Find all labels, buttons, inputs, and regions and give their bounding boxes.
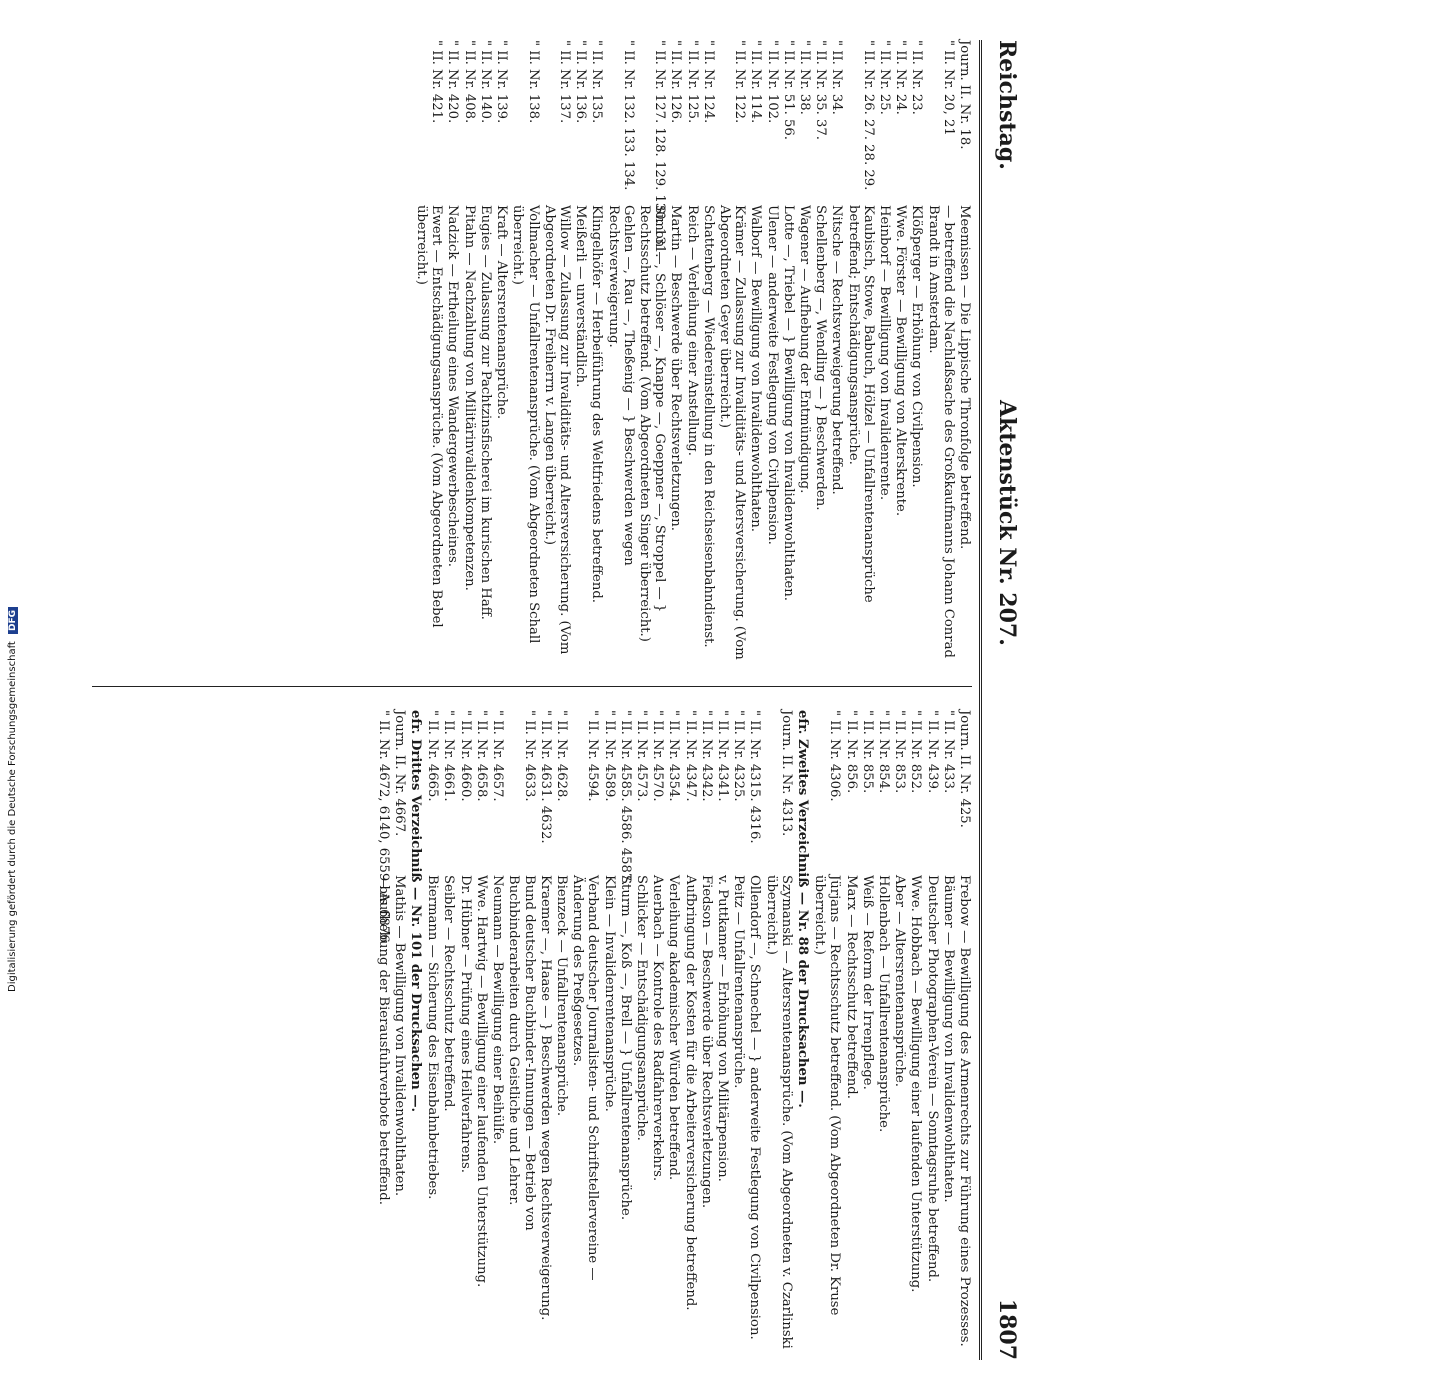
- petition-text: Ollendorf —, Schnechel — } anderweite Festlegung von Civilpension.: [747, 875, 763, 1340]
- petition-text: Simon —, Schlöser —, Knappe —, Goeppner —, Stroppel — } Rechtsschutz betreffend. (Vom Abgeordneten Singer überreicht.): [636, 205, 668, 642]
- journal-reference: " II. Nr. 137.: [556, 40, 572, 124]
- dfg-logo: DFG: [8, 607, 18, 634]
- petition-entry: [573, 40, 588, 680]
- journal-reference: " II. Nr. 854.: [875, 710, 891, 794]
- petition-text: Mathis — Bewilligung von Invalidenwohlthaten.: [391, 875, 407, 1197]
- petition-entry: [877, 40, 892, 680]
- petition-entry: [957, 40, 972, 680]
- petition-text: Nadzick — Ertheilung eines Wandergewerbescheines.: [445, 205, 461, 567]
- petition-text: Ewert — Entschädigungsansprüche. (Vom Abgeordneten Bebel überreicht.): [414, 205, 445, 628]
- petition-entry: [684, 40, 699, 680]
- petition-text: Wwe. Förster — Bewilligung von Alterskrente.: [893, 205, 909, 517]
- petition-text: Schlicker — Entschädigungsansprüche.: [633, 875, 649, 1141]
- journal-reference: Journ. II. Nr. 4313.: [778, 710, 794, 837]
- journal-reference: " II. Nr. 139.: [494, 40, 510, 124]
- petition-text: Lotte —, Triebel — } Bewilligung von Invalidenwohlthaten.: [780, 205, 796, 601]
- petition-entry: [909, 40, 924, 680]
- journal-reference: " II. Nr. 856.: [843, 710, 859, 794]
- petition-text: Eugies — Zulassung zur Pachtzinsfischerei im kurischen Haff.: [477, 205, 493, 620]
- petition-text: Frebow — Bewilligung des Armenrechts zur Führung eines Prozesses.: [957, 875, 972, 1347]
- petition-text: Aber — Altersrentenansprüche.: [892, 875, 908, 1087]
- petition-text: Sturm —, Koß —, Brell — } Unfallrentenansprüche.: [617, 875, 633, 1221]
- petition-entry: [715, 710, 730, 1350]
- journal-reference: " II. Nr. 127. 128. 129. 130. 131.: [652, 40, 668, 258]
- petition-text: Schattenberg — Wiedereinstellung in den Reichseisenbahndienst.: [700, 205, 716, 648]
- journal-reference: " II. Nr. 122.: [732, 40, 748, 124]
- petition-text: Meemissen — Die Lippische Thronfolge betreffend.: [957, 205, 972, 550]
- petition-entry: [731, 710, 746, 1350]
- petition-entry: [554, 710, 569, 1350]
- petition-text: — betreffend die Nachlaßsache des Großkaufmanns Johann Conrad Brandt in Amsterdam.: [925, 205, 956, 658]
- petition-text: Marx — Rechtsschutz betreffend.: [843, 875, 859, 1099]
- journal-reference: " II. Nr. 4589.: [601, 710, 617, 802]
- petition-entry: [474, 710, 489, 1350]
- petition-text: Szymanski — Altersrentenansprüche. (Vom Abgeordneten v. Czarlinski überreicht.): [763, 875, 794, 1349]
- petition-entry: [605, 40, 635, 680]
- petition-text: Dr. Hübner — Prüfung eines Heilverfahrens.: [457, 875, 473, 1173]
- journal-reference: " II. Nr. 4633.: [521, 710, 537, 802]
- petition-entry: [392, 710, 407, 1350]
- journal-reference: " II. Nr. 138.: [525, 40, 541, 124]
- petition-entry: [490, 710, 505, 1350]
- petition-text: Bäumer — Bewilligung von Invalidenwohlthaten.: [940, 875, 956, 1203]
- journal-reference: " II. Nr. 140.: [477, 40, 493, 124]
- petition-entry: [924, 710, 939, 1350]
- journal-reference: " II. Nr. 136.: [573, 40, 589, 124]
- journal-reference: " II. Nr. 25.: [876, 40, 892, 115]
- journal-reference: " II. Nr. 4594.: [585, 710, 601, 802]
- journal-reference: " II. Nr. 433.: [940, 710, 956, 794]
- petition-entry: [843, 710, 858, 1350]
- petition-entry: [634, 710, 649, 1350]
- petition-text: Meißerli — unverständlich.: [573, 205, 589, 388]
- petition-entry: [601, 710, 616, 1350]
- journal-reference: " II. Nr. 4628.: [553, 710, 569, 802]
- petition-entry: [441, 710, 456, 1350]
- petition-entry: [666, 710, 681, 1350]
- petition-entry: [812, 710, 842, 1350]
- petition-entry: [941, 710, 956, 1350]
- petition-text: Gehlen —, Rau —, Theßenig — } Beschwerden wegen Rechtsverweigerung.: [605, 205, 636, 566]
- left-column: [413, 40, 972, 680]
- page-number: 1807: [994, 1298, 1020, 1360]
- petition-text: Pitahn — Nachzahlung von Militärinvalidenkompetenzen.: [461, 205, 477, 591]
- petition-entry: [892, 710, 907, 1350]
- journal-reference: " II. Nr. 126.: [668, 40, 684, 124]
- journal-reference: " II. Nr. 26. 27. 28. 29.: [860, 40, 876, 191]
- petition-entry: [797, 40, 812, 680]
- petition-entry: [510, 40, 540, 680]
- journal-reference: " II. Nr. 102.: [764, 40, 780, 124]
- petition-entry: [876, 710, 891, 1350]
- journal-reference: " II. Nr. 35. 37.: [813, 40, 829, 140]
- credit-text: Digitalisierung gefördert durch die Deutsche Forschungsgemeinschaft: [7, 641, 18, 992]
- journal-reference: " II. Nr. 24.: [893, 40, 909, 115]
- journal-reference: " II. Nr. 439.: [924, 710, 940, 794]
- journal-reference: Journ. II. Nr. 425.: [957, 710, 972, 828]
- petition-text: Kaubisch, Stowe, Babuch, Hölzel — Unfallrentenansprüche betreffend; Entschädigungsansprüche.: [845, 205, 876, 603]
- petition-text: v. Puttkamer — Erhöhung von Militärpension.: [714, 875, 730, 1182]
- petition-text: Walborf — Bewilligung von Invalidenwohlthaten.: [748, 205, 764, 532]
- petition-text: Nitsche — Rechtsverweigerung betreffend.: [829, 205, 845, 495]
- petition-entry: [494, 40, 509, 680]
- journal-reference: " II. Nr. 4573.: [633, 710, 649, 802]
- petition-entry: [860, 710, 875, 1350]
- petition-text: Verleihung akademischer Würden betreffend.: [666, 875, 682, 1181]
- petition-entry: [682, 710, 697, 1350]
- petition-entry: [462, 40, 477, 680]
- column-divider: [92, 686, 972, 687]
- petition-entry: [701, 40, 716, 680]
- petition-text: Klingelhöfer — Herbeiführung des Weltfriedens betreffend.: [589, 205, 605, 603]
- journal-reference: " II. Nr. 132. 133. 134.: [620, 40, 636, 191]
- petition-entry: [764, 40, 779, 680]
- petition-entry: [506, 710, 536, 1350]
- section-heading: efr. Drittes Verzeichniß — Nr. 101 der Drucksachen —.: [408, 710, 424, 1113]
- journal-reference: " II. Nr. 4306.: [827, 710, 843, 802]
- journal-reference: " II. Nr. 23.: [909, 40, 925, 115]
- petition-text: Kraft — Altersrentenansprüche.: [494, 205, 510, 420]
- petition-entry: [458, 710, 473, 1350]
- petition-text: Bund deutscher Buchbinder-Innungen — Betrieb von Buchbinderarbeiten durch Geistliche und Lehrer.: [506, 875, 537, 1231]
- petition-text: Klein — Invalidenrentenansprüche.: [601, 875, 617, 1112]
- petition-text: Ulener — anderweite Festlegung von Civilpension.: [764, 205, 780, 545]
- petition-entry: [375, 710, 390, 1350]
- digitization-credit: [0, 0, 22, 1000]
- journal-reference: " II. Nr. 4315. 4316.: [747, 710, 763, 844]
- header-title: Reichstag.: [994, 40, 1020, 170]
- journal-reference: " II. Nr. 4658.: [473, 710, 489, 802]
- journal-reference: " II. Nr. 4585. 4586. 4587.: [617, 710, 633, 886]
- petition-text: Deutscher Photographen-Verein — Sonntagsruhe betreffend.: [924, 875, 940, 1283]
- journal-reference: " II. Nr. 4665.: [425, 710, 441, 802]
- journal-reference: Journ. II. Nr. 18.: [957, 40, 972, 150]
- petition-text: Schellenberg —, Wendling — } Beschwerden.: [813, 205, 829, 511]
- journal-reference: " II. Nr. 4660.: [457, 710, 473, 802]
- journal-reference: " II. Nr. 38.: [796, 40, 812, 115]
- petition-text: Hollenbach — Unfallrentenansprüche.: [875, 875, 891, 1133]
- journal-reference: " II. Nr. 408.: [461, 40, 477, 124]
- petition-text: Reich — Verleihung einer Anstellung.: [684, 205, 700, 456]
- petition-entry: [414, 40, 444, 680]
- petition-text: Fiedson — Beschwerde über Rechtsverletzungen.: [698, 875, 714, 1209]
- petition-text: Heinborf — Bewilligung von Invalidenrente.: [876, 205, 892, 501]
- journal-reference: " II. Nr. 4570.: [650, 710, 666, 802]
- journal-reference: " II. Nr. 125.: [684, 40, 700, 124]
- petition-text: Neumann — Bewilligung einer Beihülfe.: [490, 875, 506, 1145]
- petition-text: Wwe. Hartwig — Bewilligung einer laufenden Unterstützung.: [473, 875, 489, 1288]
- rotated-page: [40, 0, 1040, 1394]
- petition-text: Klößperger — Erhöhung von Civilpension.: [909, 205, 925, 488]
- petition-entry: [813, 40, 828, 680]
- journal-reference: " II. Nr. 124.: [700, 40, 716, 124]
- journal-reference: " II. Nr. 855.: [859, 710, 875, 794]
- petition-text: Biermann — Sicherung des Eisenbahnbetriebes.: [425, 875, 441, 1200]
- petition-entry: [829, 40, 844, 680]
- petition-entry: [478, 40, 493, 680]
- petition-text: Bienzeck — Unfallrentenansprüche.: [553, 875, 569, 1117]
- petition-entry: [637, 40, 667, 680]
- petition-text: Martin — Beschwerde über Rechtsverletzungen.: [668, 205, 684, 531]
- petition-text: Verband deutscher Journalisten- und Schriftstellervereine — Änderung des Preßgesetzes.: [570, 875, 601, 1281]
- petition-entry: [957, 710, 972, 1350]
- petition-entry: [699, 710, 714, 1350]
- journal-reference: " II. Nr. 420.: [445, 40, 461, 124]
- page-header: [990, 40, 1020, 1360]
- journal-reference: " II. Nr. 853.: [892, 710, 908, 794]
- petition-entry: [747, 710, 762, 1350]
- header-document: Aktenstück Nr. 207.: [994, 400, 1020, 646]
- petition-text: Vollmacher — Unfallrentenansprüche. (Vom Abgeordneten Schall überreicht.): [510, 205, 541, 644]
- petition-text: Krämer — Zulassung zur Invaliditäts- und Altersversicherung. (Vom Abgeordneten Geyer überreicht.): [716, 205, 748, 660]
- journal-reference: " II. Nr. 4657.: [490, 710, 506, 802]
- petition-entry: [668, 40, 683, 680]
- petition-entry: [618, 710, 633, 1350]
- petition-entry: [425, 710, 440, 1350]
- journal-reference: " II. Nr. 20, 21: [940, 40, 956, 136]
- petition-entry: [845, 40, 875, 680]
- journal-reference: " II. Nr. 4342.: [698, 710, 714, 802]
- petition-text: Wwe. Hobbach — Bewilligung einer laufenden Unterstützung.: [908, 875, 924, 1293]
- journal-reference: " II. Nr. 135.: [589, 40, 605, 124]
- journal-reference: " II. Nr. 34.: [829, 40, 845, 115]
- petition-entry: [781, 40, 796, 680]
- journal-reference: " II. Nr. 852.: [908, 710, 924, 794]
- petition-text: Wagener — Aufhebung der Entmündigung.: [796, 205, 812, 494]
- petition-entry: [763, 710, 793, 1350]
- journal-reference: " II. Nr. 51. 56.: [780, 40, 796, 140]
- journal-reference: " II. Nr. 4347.: [682, 710, 698, 802]
- petition-entry: [650, 710, 665, 1350]
- petition-entry: [893, 40, 908, 680]
- journal-reference: " II. Nr. 4354.: [666, 710, 682, 802]
- journal-reference: " II. Nr. 4661.: [441, 710, 457, 802]
- journal-reference: " II. Nr. 4341.: [714, 710, 730, 802]
- petition-entry: [717, 40, 747, 680]
- petition-text: Kraemer —, Haase — } Beschwerden wegen Rechtsverweigerung.: [537, 875, 553, 1321]
- journal-reference: " II. Nr. 421.: [429, 40, 445, 124]
- petition-entry: [538, 710, 553, 1350]
- journal-reference: " II. Nr. 4672, 6140, 6559 bis 6876: [375, 710, 391, 943]
- journal-reference: " II. Nr. 4325.: [731, 710, 747, 802]
- journal-reference: " II. Nr. 114.: [748, 40, 764, 124]
- petition-entry: [908, 710, 923, 1350]
- petition-entry: [748, 40, 763, 680]
- petition-text: Jürjans — Rechtsschutz betreffend. (Vom Abgeordneten Dr. Kruse überreicht.): [812, 875, 843, 1316]
- petition-text: Willow — Zulassung zur Invaliditäts- und Altersversicherung. (Vom Abgeordneten Dr. Freiherrn v. Langen überreicht.): [541, 205, 572, 655]
- right-column: [374, 710, 972, 1350]
- petition-text: — Aufhebung der Bierausfuhrverbote betreffend.: [375, 875, 391, 1205]
- journal-reference: Journ. II. Nr. 4667.: [391, 710, 407, 837]
- header-rule: [979, 40, 982, 1360]
- petition-entry: [925, 40, 955, 680]
- petition-text: Auerbach — Kontrole des Radfahrerverkehrs.: [650, 875, 666, 1182]
- petition-text: Seibler — Rechtsschutz betreffend.: [441, 875, 457, 1112]
- petition-text: Aufbringung der Kosten für die Arbeiterversicherung betreffend.: [682, 875, 698, 1311]
- petition-entry: [542, 40, 572, 680]
- petition-entry: [445, 40, 460, 680]
- petition-text: Weiß — Reform der Irrenpflege.: [859, 875, 875, 1090]
- petition-text: Peitz — Unfallrentenansprüche.: [731, 875, 747, 1089]
- section-heading: efr. Zweites Verzeichniß — Nr. 88 der Drucksachen —.: [794, 710, 810, 1108]
- petition-entry: [589, 40, 604, 680]
- journal-reference: " II. Nr. 4631. 4632.: [537, 710, 553, 844]
- petition-entry: [570, 710, 600, 1350]
